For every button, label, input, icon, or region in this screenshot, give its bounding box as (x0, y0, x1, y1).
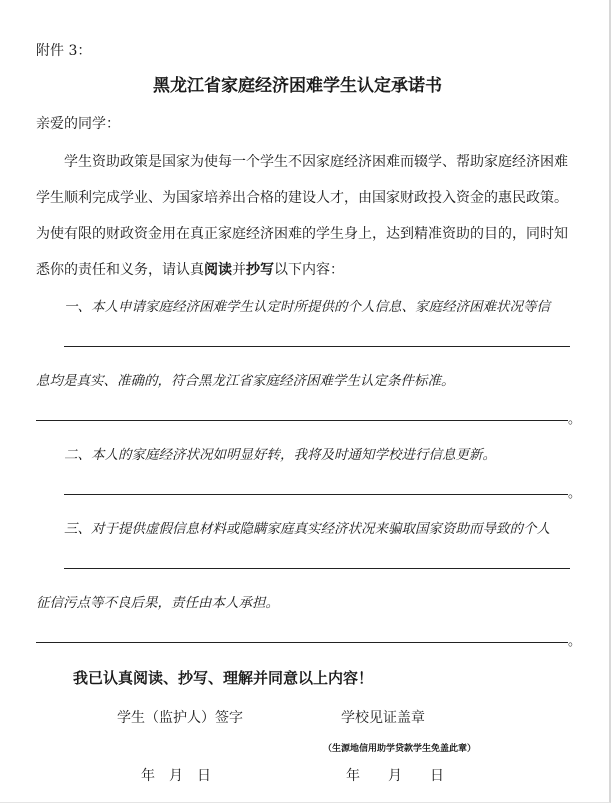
intro-line-4-pre: 悉你的责任和义务，请认真 (36, 262, 204, 278)
student-signature-label: 学生（监护人）签字 (117, 710, 243, 726)
emphasis-read: 阅读 (204, 262, 232, 278)
intro-line-4 (36, 259, 344, 279)
period-2: 。 (568, 486, 582, 501)
copy-line-1a[interactable] (64, 346, 570, 347)
confirmation-statement: 我已认真阅读、抄写、理解并同意以上内容！ (73, 669, 374, 687)
school-date: 年 月 日 (346, 768, 444, 784)
attachment-label: 附件 3： (36, 43, 92, 59)
item-2-line-1: 二、本人的家庭经济状况如明显好转，我将及时通知学校进行信息更新。 (64, 447, 496, 463)
period-3: 。 (568, 634, 582, 649)
document-title: 黑龙江省家庭经济困难学生认定承诺书 (153, 76, 442, 96)
copy-line-2[interactable] (64, 494, 568, 495)
intro-line-2: 学生顺利完成学业、为国家培养出合格的建设人才，由国家财政投入资金的惠民政策。 (36, 190, 568, 206)
item-3-line-1: 三、对于提供虚假信息材料或隐瞒家庭真实经济状况来骗取国家资助而导致的个人 (64, 521, 550, 537)
school-seal-label: 学校见证盖章 (341, 710, 425, 726)
emphasis-copy: 抄写 (246, 262, 274, 278)
intro-line-3: 为使有限的财政资金用在真正家庭经济困难的学生身上，达到精准资助的目的，同时知 (36, 226, 568, 242)
item-1-line-1: 一、本人申请家庭经济困难学生认定时所提供的个人信息、家庭经济困难状况等信 (64, 299, 550, 315)
item-3-line-2: 征信污点等不良后果，责任由本人承担。 (36, 595, 279, 611)
copy-line-3b[interactable] (36, 642, 568, 643)
intro-line-4-mid: 并 (232, 262, 246, 278)
period-1: 。 (568, 412, 582, 427)
school-seal-note: （生源地信用助学贷款学生免盖此章） (323, 744, 477, 754)
greeting: 亲爱的同学： (36, 116, 120, 132)
copy-line-3a[interactable] (64, 568, 570, 569)
student-date: 年 月 日 (141, 768, 211, 784)
intro-line-4-post: 以下内容： (274, 262, 344, 278)
item-1-line-2: 息均是真实、准确的，符合黑龙江省家庭经济困难学生认定条件标准。 (36, 373, 455, 389)
copy-line-1b[interactable] (36, 420, 568, 421)
intro-line-1: 学生资助政策是国家为使每一个学生不因家庭经济困难而辍学、帮助家庭经济困难 (64, 154, 568, 170)
